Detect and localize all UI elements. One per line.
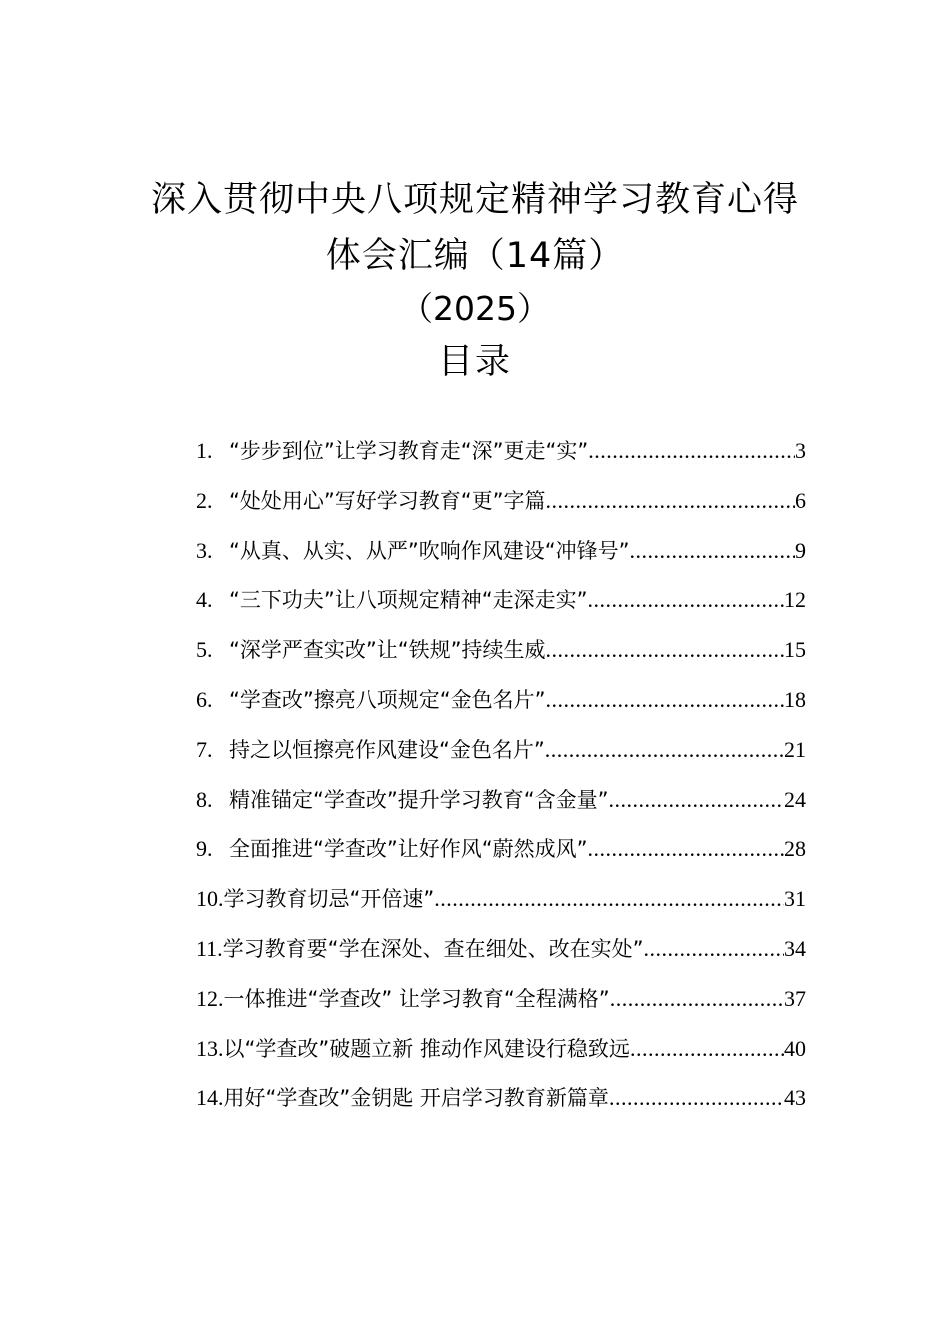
toc-dot-leader	[609, 775, 784, 825]
toc-dot-leader	[643, 924, 784, 974]
toc-entry-page-number: 24	[784, 786, 806, 812]
toc-entry-title[interactable]: “处处用心”写好学习教育“更”字篇	[229, 488, 546, 513]
toc-entry-number: 4.	[196, 587, 213, 613]
toc-entry-title[interactable]: 持之以恒擦亮作风建设“金色名片”	[229, 737, 545, 762]
document-title-line-2: 体会汇编（14篇）	[325, 236, 625, 276]
toc-entry-title[interactable]: 学习教育切忌“开倍速”	[223, 887, 435, 912]
toc-entry[interactable]	[196, 974, 806, 1024]
toc-entry-number: 6.	[196, 686, 213, 712]
toc-entry[interactable]	[196, 675, 806, 725]
table-of-contents	[196, 426, 806, 1123]
toc-entry-title[interactable]: 全面推进“学查改”让好作风“蔚然成风”	[229, 837, 588, 862]
toc-entry-number: 8.	[196, 786, 213, 812]
toc-entry-number: 9.	[196, 836, 213, 862]
toc-dot-leader	[630, 1024, 784, 1074]
document-title-line-1: 深入贯彻中央八项规定精神学习教育心得	[150, 180, 799, 220]
toc-entry[interactable]	[196, 575, 806, 625]
toc-entry-number: 11.	[196, 935, 223, 961]
toc-entry-number: 13.	[196, 1035, 224, 1061]
toc-entry-number: 14.	[196, 1085, 224, 1111]
toc-dot-leader	[545, 725, 784, 775]
toc-entry[interactable]	[196, 625, 806, 675]
toc-entry-page-number: 18	[784, 686, 806, 712]
toc-entry-page-number: 34	[784, 935, 806, 961]
toc-dot-leader	[546, 476, 795, 526]
toc-dot-leader	[588, 824, 784, 874]
toc-entry-number: 10.	[196, 886, 224, 912]
toc-entry-title[interactable]: “从真、从实、从严”吹响作风建设“冲锋号”	[229, 538, 630, 563]
toc-entry-page-number: 6	[795, 487, 806, 513]
document-title-block	[0, 172, 950, 390]
toc-entry-number: 7.	[196, 736, 213, 762]
toc-entry[interactable]	[196, 874, 806, 924]
toc-entry-number: 1.	[196, 438, 213, 463]
toc-entry-number: 5.	[196, 637, 213, 663]
toc-heading: 目录	[437, 342, 512, 382]
toc-entry-page-number: 3	[795, 438, 806, 463]
toc-entry-page-number: 28	[784, 836, 806, 862]
toc-entry-title[interactable]: 精准锚定“学查改”提升学习教育“含金量”	[229, 787, 609, 812]
toc-entry-title[interactable]: “步步到位”让学习教育走“深”更走“实”	[229, 439, 589, 463]
toc-entry-title[interactable]: “深学严查实改”让“铁规”持续生威	[229, 638, 546, 663]
toc-entry-number: 12.	[196, 985, 224, 1011]
toc-entry-page-number: 40	[784, 1035, 806, 1061]
toc-entry-page-number: 43	[784, 1085, 806, 1111]
toc-entry[interactable]	[196, 426, 806, 476]
toc-dot-leader	[588, 426, 795, 476]
toc-entry-page-number: 9	[795, 537, 806, 563]
toc-entry[interactable]	[196, 775, 806, 825]
toc-entry-title[interactable]: 学习教育要“学在深处、查在细处、改在实处”	[222, 936, 644, 961]
toc-dot-leader	[610, 974, 784, 1024]
toc-entry[interactable]	[196, 526, 806, 576]
toc-entry-page-number: 21	[784, 736, 806, 762]
toc-entry[interactable]	[196, 476, 806, 526]
toc-entry-page-number: 12	[784, 587, 806, 613]
toc-entry-title[interactable]: 用好“学查改”金钥匙 开启学习教育新篇章	[223, 1086, 609, 1111]
toc-dot-leader	[630, 526, 795, 576]
toc-dot-leader	[546, 625, 784, 675]
toc-dot-leader	[609, 1073, 784, 1123]
toc-entry-title[interactable]: 以“学查改”破题立新 推动作风建设行稳致远	[223, 1036, 630, 1061]
toc-dot-leader	[588, 575, 784, 625]
toc-entry-page-number: 15	[784, 637, 806, 663]
toc-entry-page-number: 37	[784, 985, 806, 1011]
toc-dot-leader	[434, 874, 784, 924]
toc-entry[interactable]	[196, 824, 806, 874]
toc-entry-title[interactable]: “三下功夫”让八项规定精神“走深走实”	[229, 588, 588, 613]
toc-entry-page-number: 31	[784, 886, 806, 912]
document-year: （2025）	[400, 289, 550, 328]
toc-entry-title[interactable]: 一体推进“学查改” 让学习教育“全程满格”	[223, 986, 610, 1011]
toc-entry[interactable]	[196, 1024, 806, 1074]
toc-entry[interactable]	[196, 725, 806, 775]
toc-entry-number: 2.	[196, 487, 213, 513]
toc-entry[interactable]	[196, 924, 806, 974]
toc-entry[interactable]	[196, 1073, 806, 1123]
toc-dot-leader	[546, 675, 784, 725]
toc-entry-number: 3.	[196, 537, 213, 563]
toc-entry-title[interactable]: “学查改”擦亮八项规定“金色名片”	[229, 687, 546, 712]
